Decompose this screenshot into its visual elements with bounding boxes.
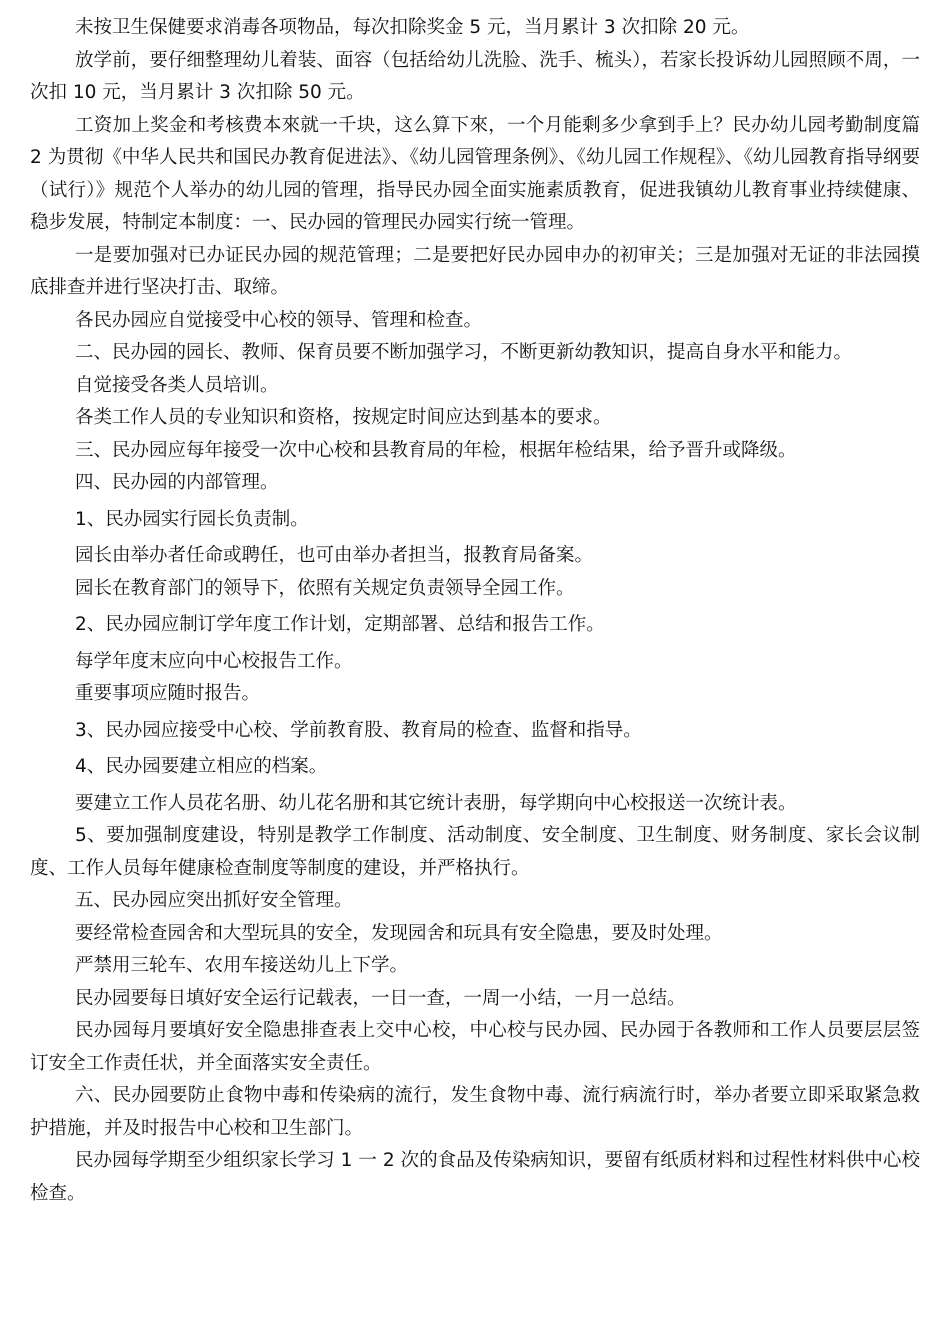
paragraph: 园长在教育部门的领导下，依照有关规定负责领导全园工作。 [75,577,575,599]
paragraph: 要经常检查园舍和大型玩具的安全，发现园舍和玩具有安全隐患，要及时处理。 [75,922,723,944]
paragraph: 园长由举办者任命或聘任，也可由举办者担当，报教育局备案。 [75,545,594,566]
paragraph: 四、民办园的内部管理。 [75,472,279,493]
paragraph: 未按卫生保健要求消毒各项物品，每次扣除奖金 5 元，当月累计 3 次扣除 20 元。 [75,17,750,38]
paragraph: 民办园每学期至少组织家长学习 1 一 2 次的食品及传染病知识，要留有纸质材料和过程性材料供中心校检查。 [30,1150,920,1204]
paragraph: 民办园要每日填好安全运行记载表，一日一查，一周一小结，一月一总结。 [75,987,686,1009]
paragraph: 5、要加强制度建设，特别是教学工作制度、活动制度、安全制度、卫生制度、财务制度、家长会议制度、工作人员每年健康检查制度等制度的建设，并严格执行。 [30,825,920,879]
document-page [30,12,920,1210]
paragraph: 2、民办园应制订学年度工作计划，定期部署、总结和报告工作。 [75,614,605,635]
paragraph: 自觉接受各类人员培训。 [75,374,279,396]
paragraph: 4、民办园要建立相应的档案。 [75,756,328,777]
paragraph: 二、民办园的园长、教师、保育员要不断加强学习，不断更新幼教知识，提高自身水平和能力。 [75,342,853,363]
paragraph: 三、民办园应每年接受一次中心校和县教育局的年检，根据年检结果，给予晋升或降级。 [75,439,797,461]
paragraph: 六、民办园要防止食物中毒和传染病的流行，发生食物中毒、流行病流行时，举办者要立即采取紧急救护措施，并及时报告中心校和卫生部门。 [30,1085,920,1139]
paragraph: 五、民办园应突出抓好安全管理。 [75,890,353,911]
paragraph: 各民办园应自觉接受中心校的领导、管理和检查。 [75,309,483,331]
paragraph: 各类工作人员的专业知识和资格，按规定时间应达到基本的要求。 [75,407,612,428]
paragraph: 重要事项应随时报告。 [75,683,261,704]
paragraph: 工资加上奖金和考核费本來就一千块，这么算下來，一个月能剩多少拿到手上？民办幼儿园考勤制度篇 2 为贯彻《中华人民共和国民办教育促进法》、《幼儿园管理条例》、《幼儿园工作规程》、《幼儿园教育指导纲要（试行）》规范个人举办的幼儿园的管理，指导民办园全面实施素质教育，促进我镇幼儿教育事业持续健康、稳步发展，特制定本制度：一、民办园的管理民办园实行统一管理。 [30,114,920,233]
paragraph: 1、民办园实行园长负责制。 [75,508,309,530]
paragraph: 3、民办园应接受中心校、学前教育股、教育局的检查、监督和指导。 [75,719,642,741]
paragraph: 放学前，要仔细整理幼儿着装、面容（包括给幼儿洗脸、洗手、梳头），若家长投诉幼儿园照顾不周，一次扣 10 元，当月累计 3 次扣除 50 元。 [30,49,920,103]
paragraph: 每学年度末应向中心校报告工作。 [75,650,353,672]
paragraph: 严禁用三轮车、农用车接送幼儿上下学。 [75,955,409,976]
paragraph: 一是要加强对已办证民办园的规范管理；二是要把好民办园申办的初审关；三是加强对无证的非法园摸底排查并进行坚决打击、取缔。 [30,244,920,298]
paragraph: 要建立工作人员花名册、幼儿花名册和其它统计表册，每学期向中心校报送一次统计表。 [75,792,797,814]
paragraph: 民办园每月要填好安全隐患排查表上交中心校，中心校与民办园、民办园于各教师和工作人员要层层签订安全工作责任状，并全面落实安全责任。 [30,1020,920,1074]
